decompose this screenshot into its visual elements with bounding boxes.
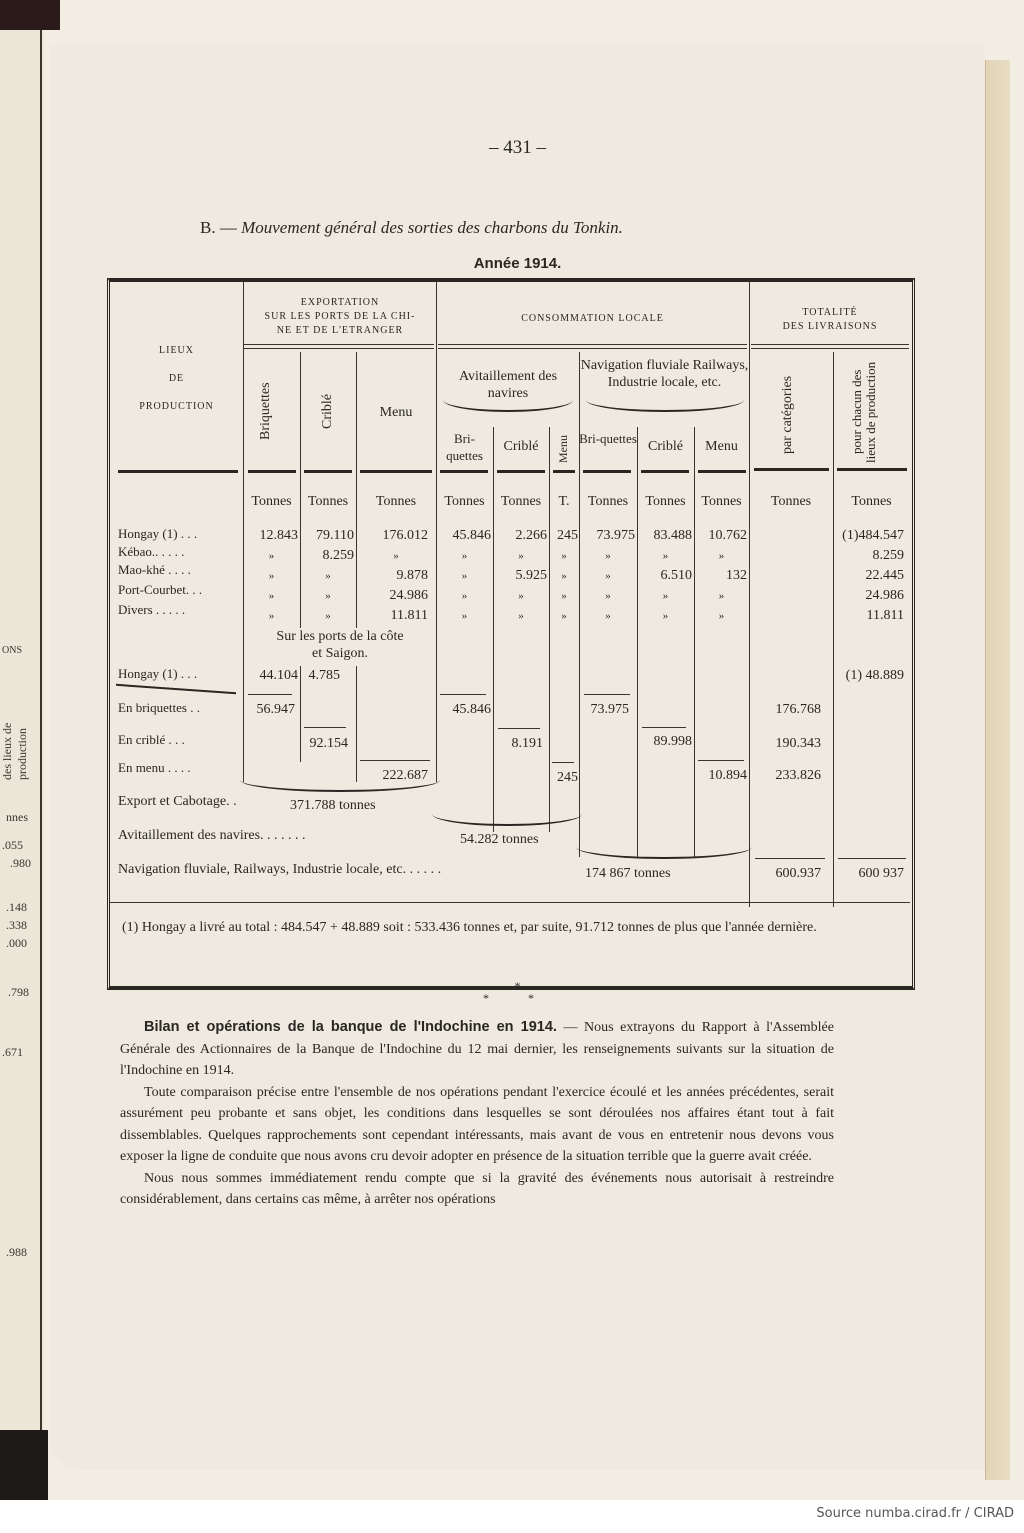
article-paragraph: Bilan et opérations de la banque de l'Indochine en 1914. — Nous extrayons du Rapport à l'Assemblée Générale des Actionnaires de la Banque de l'Indochine du 12 mai dernier, les renseignements suivants sur la situation de l'Indochine en 1914.: [120, 1019, 834, 1078]
prev-page-fragment: .055: [2, 838, 23, 852]
unit-label: Tonnes: [500, 494, 542, 509]
unit-label: Tonnes: [587, 494, 629, 509]
prev-page-fragment: .148: [6, 900, 27, 914]
header-export-crible: Criblé: [320, 394, 335, 429]
header-navigation: Navigation fluviale Railways, Industrie locale, etc.: [580, 358, 749, 390]
book-cover-corner: [0, 0, 60, 30]
previous-page-edge: [0, 20, 44, 1460]
page-stack-edge: [985, 60, 1010, 1480]
header-avit-briquettes: Bri-quettes: [446, 431, 483, 463]
header-nav-menu: Menu: [705, 439, 738, 454]
page-number: – 431 –: [489, 137, 546, 158]
grand-total-lieux: 600 937: [858, 866, 904, 881]
article-body: [120, 1017, 834, 1211]
section-title-text: Mouvement général des sorties des charbons du Tonkin.: [241, 218, 623, 237]
prev-page-fragment: .988: [6, 1245, 27, 1259]
section-separator-stars: * * *: [483, 979, 552, 1005]
table-footnote: (1) Hongay a livré au total : 484.547 + 48.889 soit : 533.436 tonnes et, par suite, 91.712 tonnes de plus que l'année dernière.: [122, 920, 817, 935]
section-title: [200, 218, 623, 238]
article-paragraph: Nous nous sommes immédiatement rendu compte que si la gravité des événements nous autorisait à restreindre considérablement, dans certains cas même, à arrêter nos opérations: [120, 1170, 834, 1207]
unit-label: Tonnes: [851, 494, 892, 509]
header-avit-menu: Menu: [556, 435, 570, 463]
section-lead: B. —: [200, 218, 242, 237]
coal-exports-table: LIEUX DE PRODUCTION EXPORTATION SUR LES PORTS DE LA CHI- NE ET DE L'ETRANGER Briquettes Criblé Menu CONSOMMATION LOCALE Avitaillement des navires Navigation fluviale Railways, Industrie locale, etc. Bri-quettes Criblé Menu Bri-quettes Criblé Menu TOTALITÉ DES LIVRAISONS par catégories pour chacun des lieux de production Tonnes Tonnes Tonnes Tonnes Tonnes T. Tonnes Tonnes Tonnes Tonnes Tonnes Hongay (1) . . . 12.843 79.110 176.012 45.846 2.266 245 73.975 83.488 10.762 (1)484.547 Kébao.. . . . . » 8.259 » » » » » » » 8.259 Mao-khé . . . . » » 9.878 » 5.925 » » 6.510 132 22.445 Port-Courbet. . . » » 24.986 » » » » » » 24.986 Divers . . . . . » » 11.811 » » » » » » 11.811 Sur les ports de la côte et Saigon. Hongay (1) . . . 44.104 4.785 (1) 48.889 En briquettes . . 56.947 45.846 73.975 176.768 En criblé . . . 92.154 8.191 89.998 190.343 En menu . . . . 222.687 245 10.894 233.826 Export et Cabotage. . 371.788 tonnes Avitaillement des navires. . . . . . . 54.282 tonnes Navigation fluviale, Railways, Industrie locale, etc. . . . . . 174 867 tonnes 600.937 600 937 (1) Hongay a livré au total : 484.547 + 48.889 soit : 533.436 tonnes et, par suite, 91.712 tonnes de plus que l'année dernière.: [107, 278, 915, 990]
header-par-categories: par catégories: [780, 375, 795, 454]
header-avit-crible: Criblé: [503, 439, 539, 454]
header-exportation: EXPORTATION SUR LES PORTS DE LA CHI- NE ET DE L'ETRANGER: [264, 297, 416, 336]
header-nav-crible: Criblé: [648, 439, 683, 454]
prev-page-fragment: ONS: [2, 645, 23, 656]
prev-page-fragment: nnes: [6, 810, 28, 824]
book-page: [50, 45, 985, 1470]
prev-page-fragment: .980: [10, 856, 31, 870]
coastal-note: Sur les ports de la côte et Saigon.: [244, 628, 436, 666]
unit-label: Tonnes: [251, 494, 292, 509]
article-title: Bilan et opérations de la banque de l'Indochine en 1914.: [144, 1019, 557, 1035]
header-avitaillement: Avitaillement des navires: [458, 369, 558, 401]
unit-label: T.: [558, 494, 570, 509]
header-consommation: CONSOMMATION LOCALE: [521, 313, 664, 324]
unit-label: Tonnes: [307, 494, 349, 509]
unit-label: Tonnes: [444, 494, 485, 509]
unit-label: Tonnes: [375, 494, 417, 509]
prev-page-fragment: .338: [6, 918, 27, 932]
year-title: Année 1914.: [473, 255, 562, 272]
book-cover-bottom: [0, 1430, 48, 1500]
grand-total-categories: 600.937: [775, 866, 821, 881]
source-credit: Source numba.cirad.fr / CIRAD: [816, 1506, 1014, 1521]
article-paragraph: Toute comparaison précise entre l'ensemble de nos opérations pendant l'exercice écoulé et les années précédentes, serait assurément peu probante et sans objet, les conditions dans lesquelles se sont déroulées nos affaires étant tout à fait dissemblables. Quelques rapprochements sont cependant intéressants, mais avant de vous en entretenir nous devons vous exposer la ligne de conduite que nous avons cru devoir adopter en présence de la situation terrible que la guerre avait créée.: [120, 1084, 834, 1164]
unit-label: Tonnes: [701, 494, 742, 509]
prev-page-fragment: des lieux de production: [0, 722, 29, 780]
header-export-menu: Menu: [379, 405, 413, 420]
prev-page-fragment: .671: [2, 1045, 23, 1059]
header-export-briquettes: Briquettes: [258, 382, 273, 441]
header-nav-briquettes: Bri-quettes: [579, 431, 637, 446]
header-pour-chacun: pour chacun des lieux de production: [849, 361, 878, 463]
prev-page-fragment: .000: [6, 936, 27, 950]
header-lieux: LIEUX DE PRODUCTION: [139, 345, 214, 412]
prev-page-fragment: .798: [8, 985, 29, 999]
unit-label: Tonnes: [645, 494, 686, 509]
unit-label: Tonnes: [770, 494, 812, 509]
header-totalite: TOTALITÉ DES LIVRAISONS: [782, 307, 878, 332]
